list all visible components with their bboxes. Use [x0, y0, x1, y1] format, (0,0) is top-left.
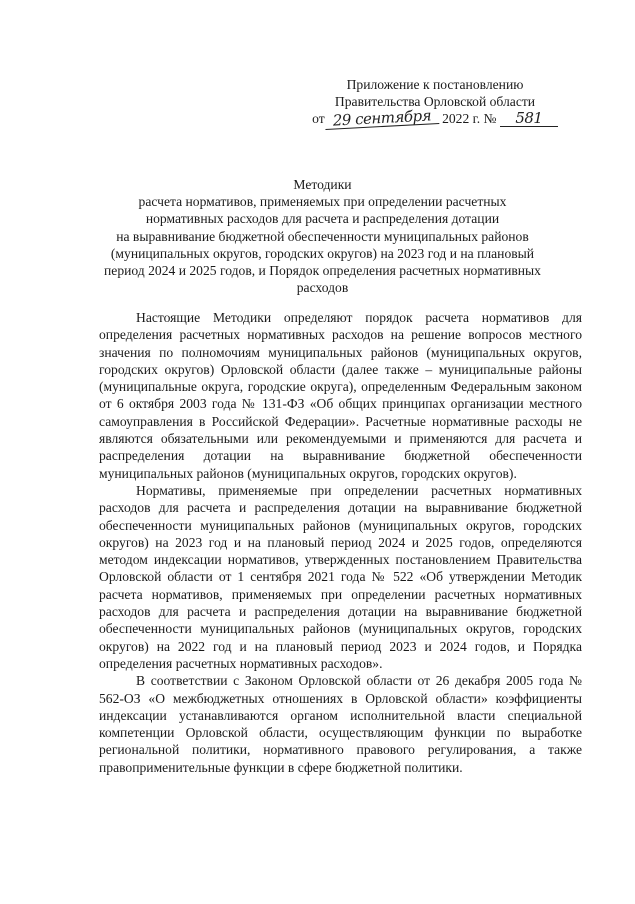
body-paragraph: Настоящие Методики определяют порядок расчета нормативов для определения расчетных нормативных расходов на решение вопросов местного значения по полномочиям муниципальных районов (муниципальных округов, городских округов) Орловской области (далее также – муниципальные районы (муниципальные округа, городские округа), определенным Федеральным законом от 6 октября 2003 года № 131-ФЗ «Об общих принципах организации местного самоуправления в Российской Федерации». Расчетные нормативные расходы не являются обязательными или рекомендуемыми и применяются для расчета и распределения дотации на выравнивание бюджетной обеспеченности муниципальных районов (муниципальных округов, городских округов).	[99, 310, 582, 481]
title-line: (муниципальных округов, городских округов) на 2023 год и на плановый	[110, 245, 535, 261]
document-body	[99, 309, 582, 776]
document-title	[70, 176, 575, 296]
appendix-line-2: Правительства Орловской области	[334, 94, 536, 109]
handwritten-number: 581	[500, 111, 558, 127]
title-line: на выравнивание бюджетной обеспеченности муниципальных районов	[116, 228, 529, 244]
appendix-block	[300, 76, 570, 130]
title-heading: Методики	[293, 177, 352, 192]
title-line: нормативных расходов для расчета и распределения дотации	[145, 211, 500, 227]
handwritten-date: 29 сентября	[324, 108, 439, 130]
title-line: расходов	[296, 280, 349, 296]
title-line: период 2024 и 2025 годов, и Порядок определения расчетных нормативных	[104, 263, 541, 279]
appendix-date-line	[300, 106, 570, 130]
title-line: расчета нормативов, применяемых при определении расчетных	[138, 194, 507, 210]
body-paragraph: В соответствии с Законом Орловской области от 26 декабря 2005 года № 562-ОЗ «О межбюджетных отношениях в Орловской области» коэффициенты индексации устанавливаются органом исполнительной власти специальной компетенции Орловской области, осуществляющим функции по выработке региональной политики, нормативного правового регулирования, а также правоприменительные функции в сфере бюджетной политики.	[99, 673, 582, 775]
appendix-prefix: от	[312, 111, 325, 126]
appendix-line-1: Приложение к постановлению	[346, 77, 524, 92]
body-paragraph: Нормативы, применяемые при определении расчетных нормативных расходов для расчета и распределения дотации на выравнивание бюджетной обеспеченности муниципальных районов (муниципальных округов, городских округов) на 2023 год и на плановый период 2024 и 2025 годов, определяются методом индексации нормативов, утвержденных постановлением Правительства Орловской области от 1 сентября 2021 года № 522 «Об утверждении Методик расчета нормативов, применяемых при определении расчетных нормативных расходов для расчета и распределения дотации на выравнивание бюджетной обеспеченности муниципальных районов (муниципальных округов, городских округов) на 2022 год и на плановый период 2023 и 2024 годов, и Порядка определения расчетных нормативных расходов».	[99, 482, 582, 671]
appendix-year-text: 2022 г. №	[442, 111, 497, 126]
